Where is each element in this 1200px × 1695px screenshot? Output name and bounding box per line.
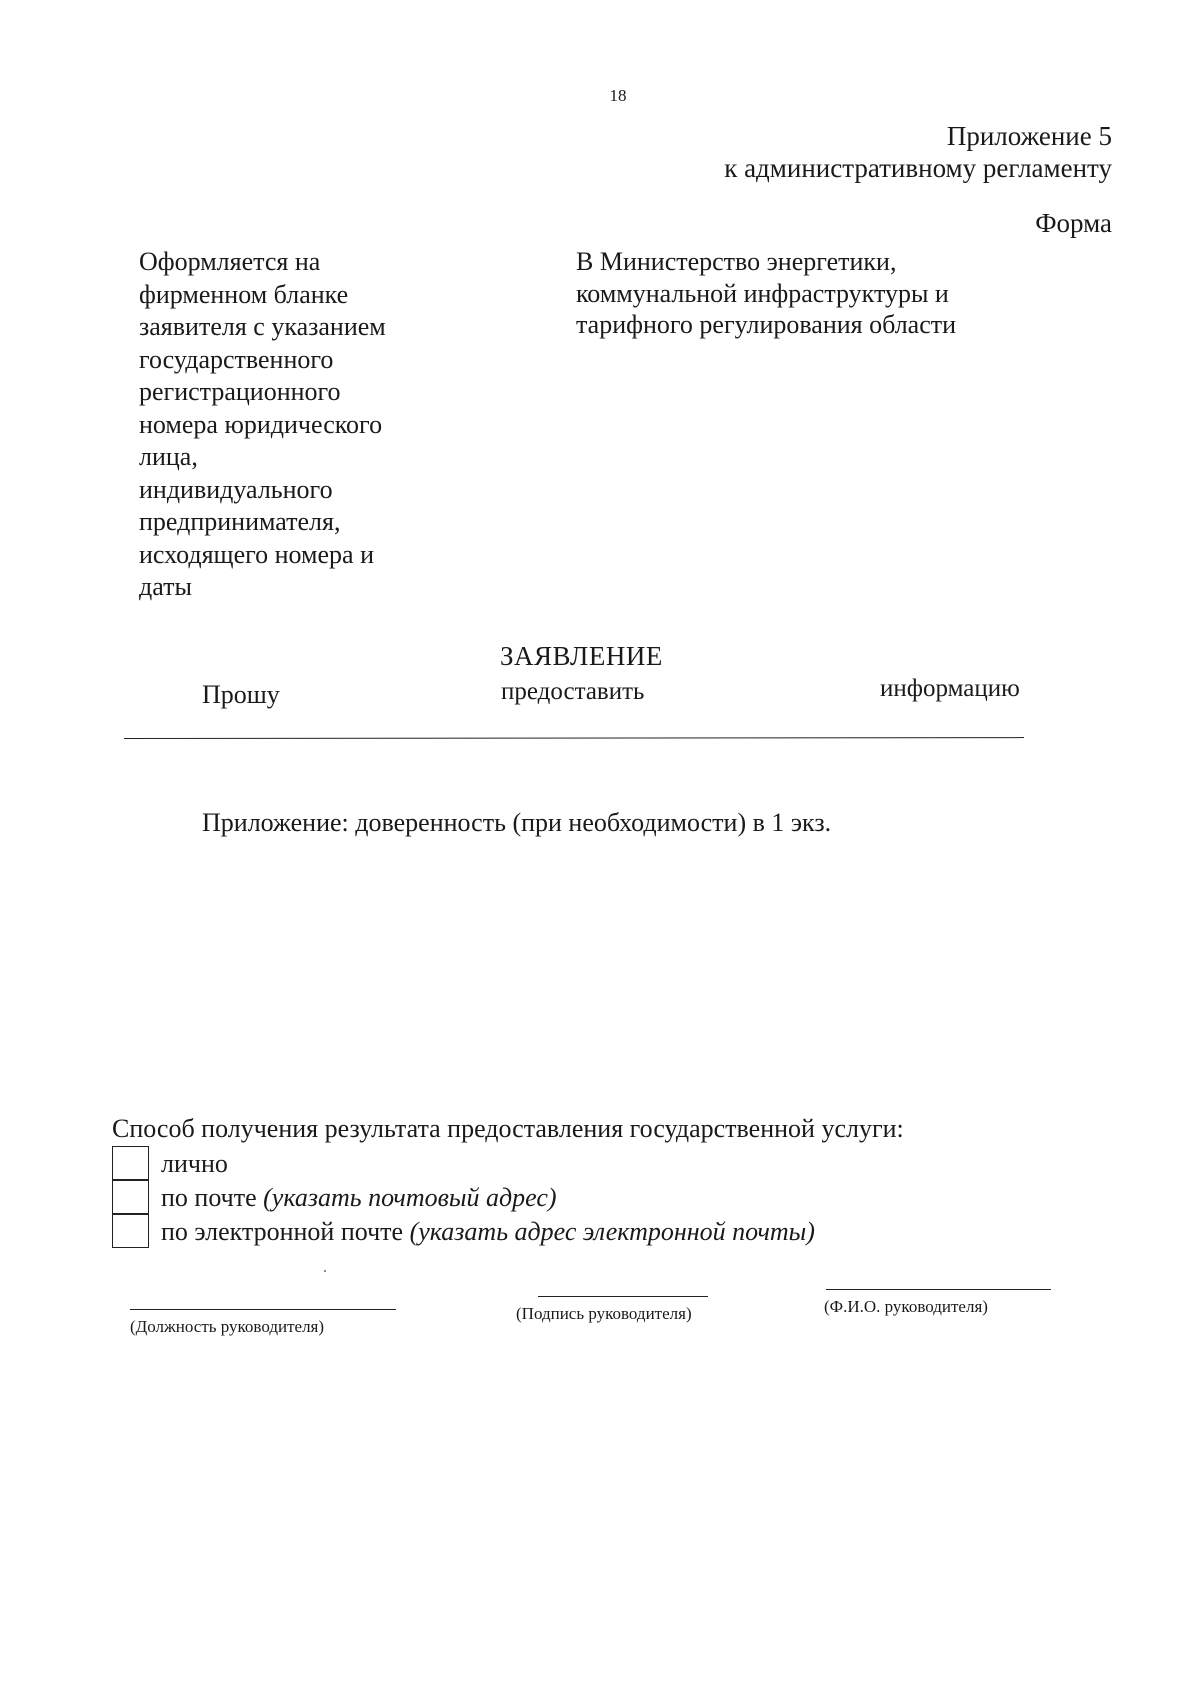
- recipient-line: тарифного регулирования области: [576, 310, 957, 339]
- delivery-option-in-person-checkbox[interactable]: [112, 1146, 149, 1180]
- delivery-option-email-label: [161, 1217, 815, 1247]
- document-title: ЗАЯВЛЕНИЕ: [500, 641, 663, 671]
- option-hint: (указать адрес электронной почты): [409, 1217, 815, 1246]
- option-label-text: по почте: [161, 1183, 264, 1212]
- scan-speck: [324, 1270, 326, 1272]
- delivery-option-in-person-label: [161, 1149, 228, 1179]
- form-label: Форма: [1035, 208, 1112, 238]
- option-label-text: по электронной почте: [161, 1217, 410, 1246]
- annex-subtitle: к административному регламенту: [724, 153, 1112, 183]
- position-signature-line[interactable]: [130, 1309, 396, 1310]
- letterhead-note-line: номера юридического: [139, 409, 383, 439]
- option-hint: (указать почтовый адрес): [263, 1183, 557, 1212]
- letterhead-note-line: даты: [139, 572, 192, 601]
- recipient-line: В Министерство энергетики,: [576, 247, 897, 276]
- signature-line[interactable]: [538, 1296, 708, 1297]
- delivery-method-heading: Способ получения результата предоставления государственной услуги:: [112, 1114, 904, 1143]
- letterhead-note-line: индивидуального: [139, 474, 333, 504]
- option-label-text: лично: [161, 1149, 228, 1178]
- name-signature-line[interactable]: [826, 1289, 1051, 1290]
- letterhead-note-line: лица,: [139, 442, 198, 471]
- letterhead-note-line: исходящего номера и: [139, 539, 375, 569]
- letterhead-note-line: предпринимателя,: [139, 507, 341, 536]
- letterhead-note: [139, 246, 386, 604]
- request-word: Прошу: [202, 680, 280, 709]
- delivery-option-post-label: [161, 1183, 557, 1213]
- page-number: 18: [609, 86, 627, 105]
- request-word: информацию: [880, 675, 1020, 702]
- request-fill-line[interactable]: [124, 737, 1024, 739]
- delivery-option-email-checkbox[interactable]: [112, 1214, 149, 1248]
- letterhead-note-line: заявителя с указанием: [139, 312, 386, 341]
- name-caption: (Ф.И.О. руководителя): [824, 1297, 988, 1316]
- position-caption: (Должность руководителя): [130, 1317, 325, 1336]
- request-word: предоставить: [501, 678, 645, 705]
- attachment-note: Приложение: доверенность (при необходимости) в 1 экз.: [202, 808, 832, 837]
- annex-title: Приложение 5: [946, 121, 1112, 151]
- letterhead-note-line: регистрационного: [139, 377, 341, 406]
- recipient-line: коммунальной инфраструктуры и: [576, 278, 949, 308]
- signature-caption: (Подпись руководителя): [516, 1304, 692, 1323]
- letterhead-note-line: государственного: [139, 344, 334, 374]
- letterhead-note-line: фирменном бланке: [139, 279, 349, 309]
- recipient-block: [576, 246, 956, 341]
- letterhead-note-line: Оформляется на: [139, 247, 321, 276]
- delivery-option-post-checkbox[interactable]: [112, 1180, 149, 1214]
